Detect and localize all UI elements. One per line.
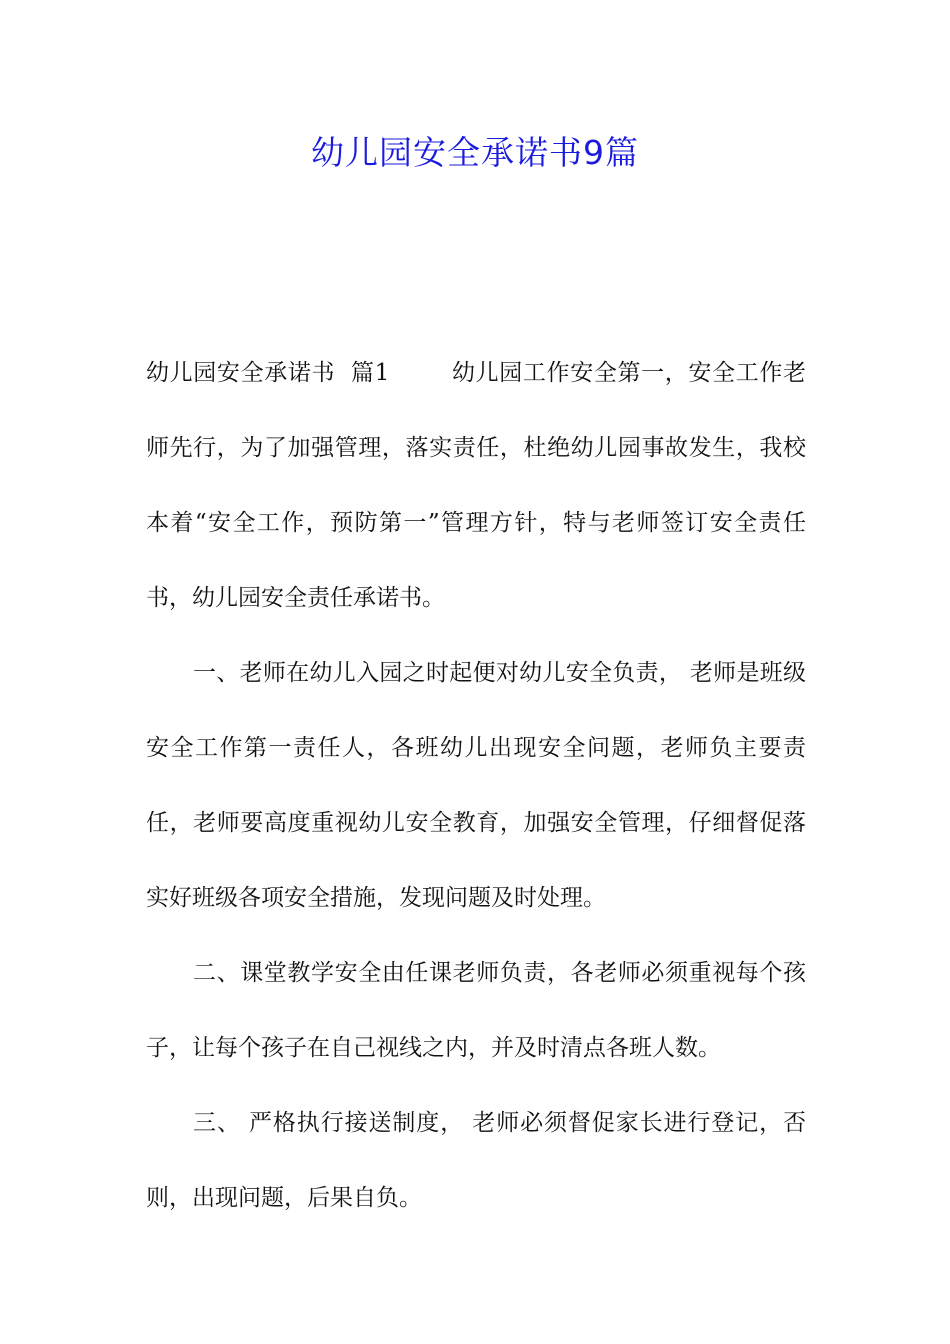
paragraph-text: 幼儿园工作安全第一，安全工作老师先行，为了加强管理，落实责任，杜绝幼儿园事故发生，我校本着“安全工作，预防第一”管理方针，特与老师签订安全责任书，幼儿园安全责任承诺书。: [146, 360, 806, 611]
clause-paragraph: 二、课堂教学安全由任课老师负责，各老师必须重视每个孩子，让每个孩子在自己视线之内，并及时清点各班人数。: [146, 960, 806, 1061]
clause-paragraph: 一、老师在幼儿入园之时起便对幼儿安全负责， 老师是班级安全工作第一责任人，各班幼儿出现安全问题，老师负主要责任，老师要高度重视幼儿安全教育，加强安全管理，仔细督促落实好班级各项安全措施，发现问题及时处理。: [146, 660, 806, 911]
clause-paragraph: 三、 严格执行接送制度， 老师必须督促家长进行登记，否则，出现问题，后果自负。: [146, 1110, 806, 1211]
document-body: [146, 336, 806, 1236]
document-title: 幼儿园安全承诺书9篇: [311, 133, 639, 172]
section-heading: 幼儿园安全承诺书 篇1: [146, 360, 390, 386]
intro-paragraph: [146, 336, 806, 636]
